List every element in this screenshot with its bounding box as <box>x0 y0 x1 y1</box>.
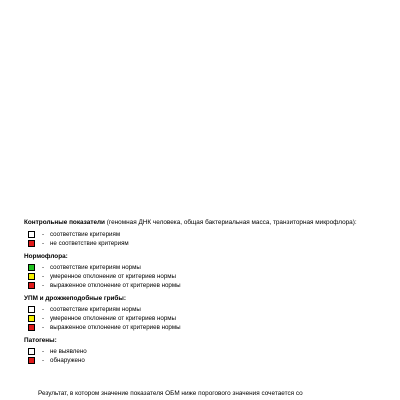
color-swatch <box>28 264 35 271</box>
legend-row <box>28 230 374 239</box>
legend-heading-upm <box>24 295 374 303</box>
result-paragraph: Результат, в котором значение показателя ОБМ ниже порогового значения сочетается со <box>38 390 303 397</box>
color-swatch <box>28 348 35 355</box>
legend-label: не выявлено <box>50 348 87 355</box>
control-note: (геномная ДНК человека, общая бактериальная масса, транзиторная микрофлора): <box>106 219 357 226</box>
dash: - <box>42 240 45 247</box>
legend-group-pathogens <box>24 337 374 365</box>
legend-row <box>28 305 374 314</box>
legend-label: соответствие критериям нормы <box>50 306 141 313</box>
dash: - <box>42 306 45 313</box>
color-swatch <box>28 357 35 364</box>
legend-label: обнаружено <box>50 357 85 364</box>
normoflora-title: Нормофлора: <box>24 253 68 260</box>
legend-label: выраженное отклонение от критериев нормы <box>50 324 181 331</box>
legend-label: не соответствие критериям <box>50 240 129 247</box>
dash: - <box>42 273 45 280</box>
color-swatch <box>28 306 35 313</box>
color-swatch <box>28 324 35 331</box>
legend-label: умеренное отклонение от критериев нормы <box>50 315 176 322</box>
upm-title: УПМ и дрожжеподобные грибы: <box>24 295 126 302</box>
legend-row <box>28 314 374 323</box>
dash: - <box>42 264 45 271</box>
dash: - <box>42 348 45 355</box>
legend-row <box>28 356 374 365</box>
legend-group-control <box>24 219 374 248</box>
legend-row <box>28 263 374 272</box>
color-swatch <box>28 231 35 238</box>
dash: - <box>42 315 45 322</box>
pathogens-title: Патогены: <box>24 337 57 344</box>
legend-row <box>28 281 374 290</box>
legend-heading-normoflora <box>24 253 374 261</box>
legend-label: выраженное отклонение от критериев нормы <box>50 282 181 289</box>
legend-label: соответствие критериям <box>50 231 121 238</box>
dash: - <box>42 282 45 289</box>
control-title: Контрольные показатели <box>24 219 105 226</box>
dash: - <box>42 231 45 238</box>
legend-row <box>28 323 374 332</box>
legend-row <box>28 347 374 356</box>
dash: - <box>42 324 45 331</box>
color-legend <box>24 219 374 370</box>
legend-heading-pathogens <box>24 337 374 345</box>
dash: - <box>42 357 45 364</box>
legend-row <box>28 239 374 248</box>
color-swatch <box>28 240 35 247</box>
legend-row <box>28 272 374 281</box>
color-swatch <box>28 273 35 280</box>
legend-label: соответствие критериям нормы <box>50 264 141 271</box>
legend-label: умеренное отклонение от критериев нормы <box>50 273 176 280</box>
legend-group-normoflora <box>24 253 374 290</box>
legend-heading-control <box>24 219 374 227</box>
color-swatch <box>28 282 35 289</box>
legend-group-upm <box>24 295 374 332</box>
color-swatch <box>28 315 35 322</box>
